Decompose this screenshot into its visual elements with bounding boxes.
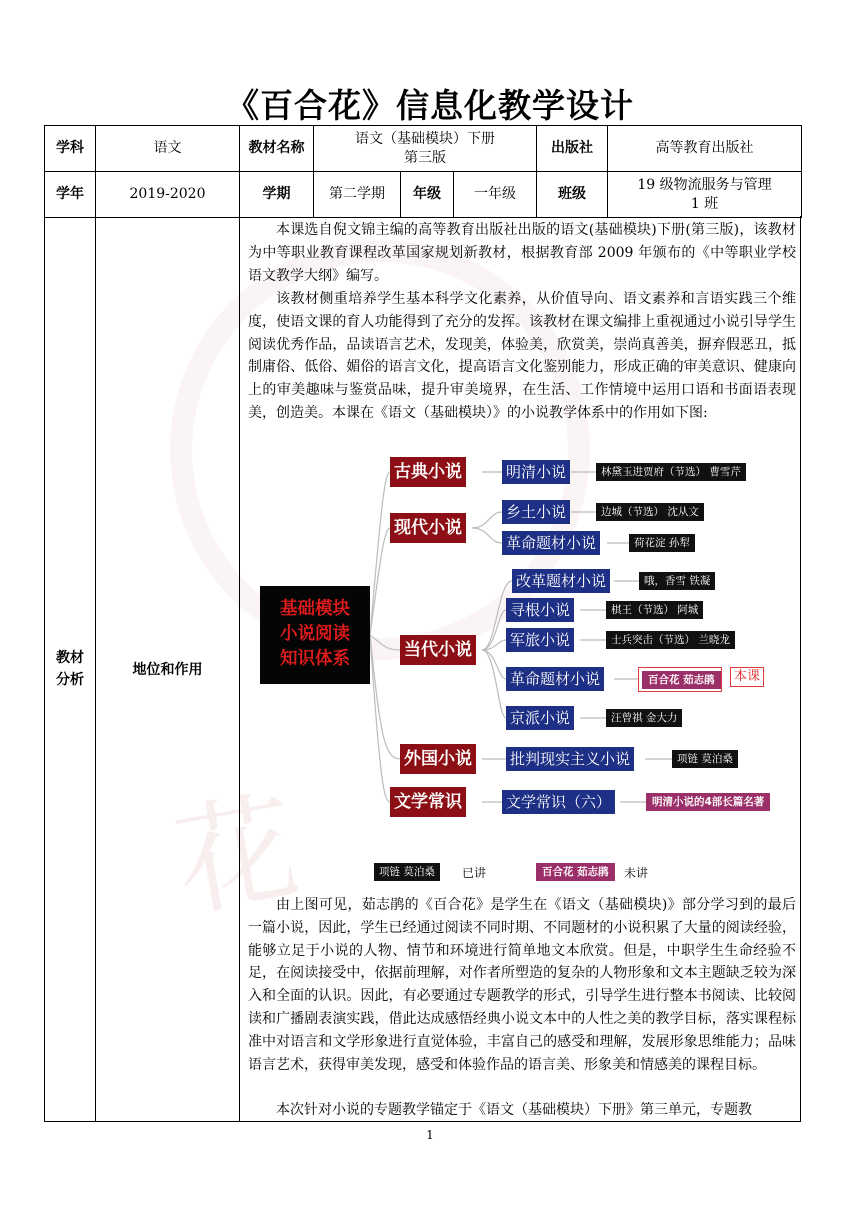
info-table xyxy=(44,125,802,218)
category-foreign: 外国小说 xyxy=(400,744,476,774)
mind-map-root xyxy=(260,586,370,684)
year-label: 学年 xyxy=(45,172,96,218)
section-label-line1: 教材 xyxy=(56,650,84,666)
genre-critical-realism: 批判现实主义小说 xyxy=(506,747,634,771)
work-xianglian: 项链 莫泊桑 xyxy=(672,750,738,768)
grade-value: 一年级 xyxy=(454,172,537,218)
legend-done-tag: 项链 莫泊桑 xyxy=(374,863,440,881)
section-label xyxy=(45,647,95,691)
textbook-label: 教材名称 xyxy=(240,126,314,172)
root-line-3: 知识体系 xyxy=(280,649,350,669)
work-jindali: 汪曾祺 金大力 xyxy=(606,709,682,727)
genre-xungen: 寻根小说 xyxy=(506,598,574,622)
category-contemporary: 当代小说 xyxy=(400,635,476,665)
genre-xiangtu: 乡土小说 xyxy=(502,500,570,524)
genre-revolution-contemporary: 革命题材小说 xyxy=(506,667,604,691)
watermark-glyph: 花 xyxy=(165,777,308,936)
grade-label: 年级 xyxy=(401,172,454,218)
category-literary: 文学常识 xyxy=(390,787,466,817)
legend-todo-tag: 百合花 茹志鹃 xyxy=(536,863,615,881)
section-label-line2: 分析 xyxy=(56,672,84,688)
class-line2: 1 班 xyxy=(690,195,719,212)
class-value xyxy=(608,172,802,218)
publisher-label: 出版社 xyxy=(537,126,608,172)
textbook-value xyxy=(314,126,537,172)
work-biancheng: 边城（节选） 沈从文 xyxy=(596,503,704,521)
genre-ming-qing: 明清小说 xyxy=(502,460,570,484)
mind-map xyxy=(244,452,800,888)
legend-todo-text: 未讲 xyxy=(624,866,649,880)
genre-jingpai: 京派小说 xyxy=(506,706,574,730)
subject-value: 语文 xyxy=(96,126,240,172)
year-value: 2019-2020 xyxy=(96,172,240,218)
work-ming-qing-novels: 明清小说的4部长篇名著 xyxy=(646,793,770,811)
subject-label: 学科 xyxy=(45,126,96,172)
class-label: 班级 xyxy=(537,172,608,218)
paragraph-3: 由上图可见，茹志鹃的《百合花》是学生在《语文（基础模块)》部分学习到的最后一篇小说，因此，学生已经通过阅读不同时期、不同题材的小说积累了大量的阅读经验，能够立足于小说的人物、情节和环境进行简单地文本欣赏。但是，中职学生生命经验不足，在阅读接受中，依据前理解，对作者所塑造的复杂的人物形象和文本主题缺乏较为深入和全面的认识。因此，有必要通过专题教学的形式，引导学生进行整本书阅读、比较阅读和广播剧表演实践，借此达成感悟经典小说文本中的人性之美的教学目标，落实课程标准中对语言和文学形象进行直觉体验，丰富自己的感受和理解，发展形象思维能力；品味语言艺术，获得审美发现，感受和体验作品的语言美、形象美和情感美的课程目标。 xyxy=(248,897,796,1073)
work-hehuadian: 荷花淀 孙犁 xyxy=(629,534,695,552)
genre-military: 军旅小说 xyxy=(506,628,574,652)
term-value: 第二学期 xyxy=(314,172,401,218)
term-label: 学期 xyxy=(240,172,314,218)
class-line1: 19 级物流服务与管理 xyxy=(637,176,772,193)
work-lin-daiyu: 林黛玉进贾府（节选） 曹雪芹 xyxy=(596,463,746,481)
sub-label: 地位和作用 xyxy=(132,662,203,678)
root-line-1: 基础模块 xyxy=(280,599,350,619)
category-classic: 古典小说 xyxy=(390,457,466,487)
root-line-2: 小说阅读 xyxy=(280,624,350,644)
paragraph-2: 该教材侧重培养学生基本科学文化素养，从价值导向、语文素养和言语实践三个维度，使语文课的育人功能得到了充分的发挥。该教材在课文编排上重视通过小说引导学生阅读优秀作品，品读语言艺术，发现美，体验美，欣赏美，崇尚真善美，摒弃假恶丑，抵制庸俗、低俗、媚俗的语言文化，提高语言文化鉴别能力，形成正确的审美意识、健康向上的审美趣味与鉴赏品味，提升审美境界，在生活、工作情境中运用口语和书面语表现美，创造美。本课在《语文（基础模块）》的小说教学体系中的作用如下图: xyxy=(248,291,796,421)
genre-reform: 改革题材小说 xyxy=(512,569,610,593)
legend-done-text: 已讲 xyxy=(462,866,487,880)
paragraph-1: 本课选自倪文锦主编的高等教育出版社出版的语文(基础模块)下册(第三版)，该教材为中等职业教育课程改革国家规划新教材，根据教育部 2009 年颁布的《中等职业学校语文教学大纲》编写。 xyxy=(248,222,796,284)
paragraph-4: 本次针对小说的专题教学锚定于《语文（基础模块）下册》第三单元，专题教 xyxy=(276,1102,752,1118)
page-title: 《百合花》信息化教学设计 xyxy=(226,86,634,125)
publisher-value: 高等教育出版社 xyxy=(608,126,802,172)
textbook-line2: 第三版 xyxy=(404,149,446,166)
page-number: 1 xyxy=(426,1128,434,1142)
work-qiwang: 棋王（节选） 阿城 xyxy=(606,601,703,619)
genre-revolution-modern: 革命题材小说 xyxy=(502,531,600,555)
textbook-line1: 语文（基础模块）下册 xyxy=(355,130,495,147)
work-baihehua: 百合花 茹志鹃 xyxy=(642,671,721,689)
work-xiangxue: 哦，香雪 铁凝 xyxy=(639,572,715,590)
genre-literary-6: 文学常识（六） xyxy=(502,790,615,814)
col-divider-2 xyxy=(239,217,240,1121)
category-modern: 现代小说 xyxy=(390,513,466,543)
current-lesson-tag: 本课 xyxy=(730,667,764,687)
work-shibing: 士兵突击（节选） 兰晓龙 xyxy=(606,631,735,649)
